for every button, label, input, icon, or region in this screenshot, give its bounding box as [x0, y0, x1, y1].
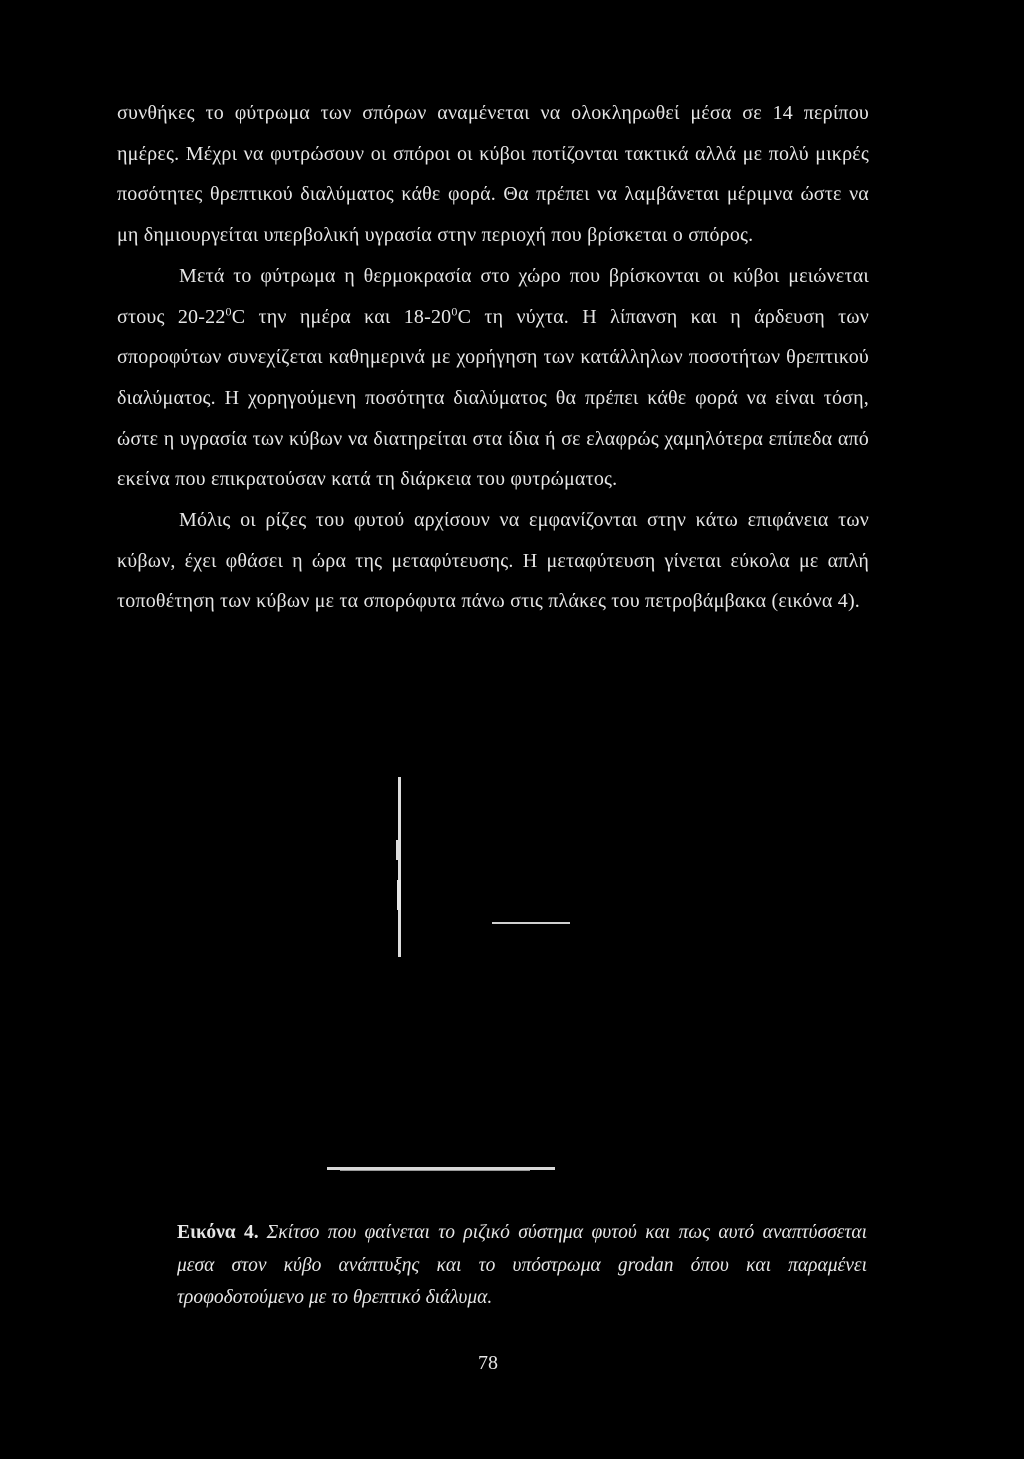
paragraph-2-part-3: C τη νύχτα. Η λίπανση και η άρδευση των σποροφύτων συνεχίζεται καθημερινά με χορήγηση των κατάλληλων ποσοτήτων θρεπτικού διαλύματος. Η χορηγούμενη ποσότητα διαλύματος θα πρέπει κάθε φορά να είναι τόση, ώστε η υγρασία των κύβων να διατηρείται στα ίδια ή σε ελαφρώς χαμηλότερα επίπεδα από εκείνα που επικρατούσαν κατά τη διάρκεια του φυτρώματος. [117, 305, 869, 491]
paragraph-1: συνθήκες το φύτρωμα των σπόρων αναμένεται να ολοκληρωθεί μέσα σε 14 περίπου ημέρες. Μέχρι να φυτρώσουν οι σπόροι οι κύβοι ποτίζονται τακτικά αλλά με πολύ μικρές ποσότητες θρεπτικού διαλύματος κάθε φορά. Θα πρέπει να λαμβάνεται μέριμνα ώστε να μη δημιουργείται υπερβολική υγρασία στην περιοχή που βρίσκεται ο σπόρος. [117, 102, 869, 247]
degree-superscript-1: 0 [225, 303, 232, 318]
degree-superscript-2: 0 [451, 303, 458, 318]
vertical-root-line [396, 777, 401, 957]
page-number: 78 [478, 1352, 498, 1374]
paragraph-2 [117, 256, 869, 500]
paragraph-2-part-2: C την ημέρα και 18-20 [231, 305, 452, 328]
caption-label: Εικόνα 4. [177, 1222, 259, 1243]
substrate-slab-line [327, 1167, 555, 1171]
caption-text: Σκίτσο που φαίνεται το ριζικό σύστημα φυτού και πως αυτό αναπτύσσεται μεσα στον κύβο ανάπτυξης και το υπόστρωμα grodan όπου και παραμένει τροφοδοτούμενο με το θρεπτικό διάλυμα. [177, 1222, 867, 1308]
horizontal-dash-line [492, 922, 570, 924]
paragraph-2-part-1: Μετά το φύτρωμα η θερμοκρασία στο χώρο που βρίσκονται οι κύβοι μειώνεται στους 20-22 [117, 264, 869, 328]
body-text [117, 93, 869, 622]
paragraph-3: Μόλις οι ρίζες του φυτού αρχίσουν να εμφανίζονται στην κάτω επιφάνεια των κύβων, έχει φθάσει η ώρα της μεταφύτευσης. Η μεταφύτευση γίνεται εύκολα με απλή τοποθέτηση των κύβων με τα σπορόφυτα πάνω στις πλάκες του πετροβάμβακα (εικόνα 4). [117, 509, 869, 613]
figure-caption [177, 1217, 867, 1315]
